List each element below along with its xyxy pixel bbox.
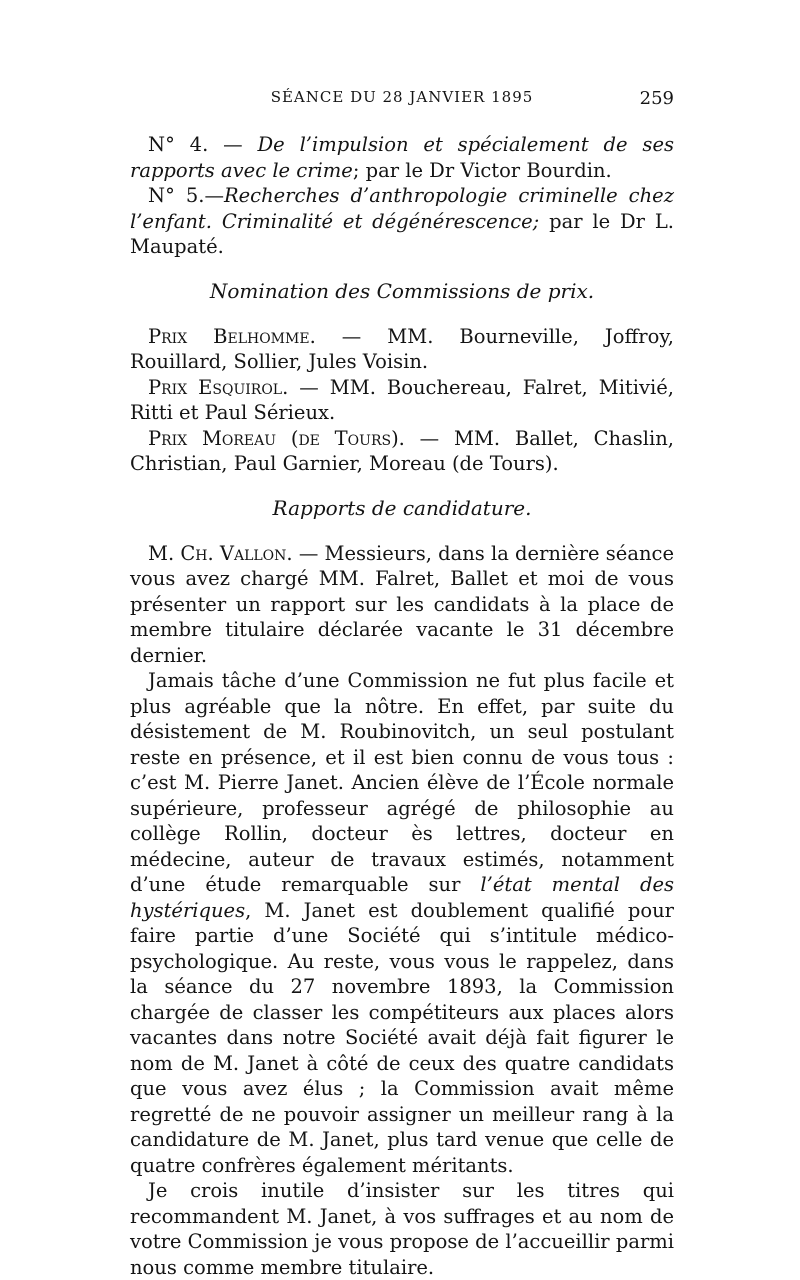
prize-name: Prix Belhomme. — [148, 324, 316, 348]
thesis-5: N° 5.—Recherches d’anthropologie criminelle chez l’enfant. Criminalité et dégénérescence; par le Dr L. Maupaté. — [130, 184, 675, 258]
paragraph-text: , M. Janet est doublement qualifié pour faire partie d’une Société qui s’intitule médico-psychologique. Au reste, vous vous le rappelez, dans la séance du 27 novembre 1893, la Commission chargée de classer les compétiteurs aux places alors vacantes dans notre Société avait déjà fait figurer le nom de M. Janet à côté de ceux des quatre candidats que vous avez élus ; la Commission avait même regretté de ne pouvoir assigner un meilleur rang à la candidature de M. Janet, plus tard venue que celle de quatre confrères également méritants. — [130, 898, 674, 1177]
paragraph-text: Jamais tâche d’une Commission ne fut plus facile et plus agréable que la nôtre. En effet, par suite du désistement de M. Roubinovitch, un seul postulant reste en présence, et il est bien connu de vous tous : c’est M. Pierre Janet. Ancien élève de l’École normale supérieure, professeur agrégé de philosophie au collège Rollin, docteur ès lettres, docteur en médecine, auteur de travaux estimés, notamment d’une étude remarquable sur — [130, 669, 674, 896]
running-header — [130, 88, 674, 118]
prize-members: — MM. Ballet, Chaslin, Christian, Paul Garnier, Moreau (de Tours). — [130, 426, 674, 475]
paragraph-text: Je crois inutile d’insister sur les titres qui recommandent M. Janet, à vos suffrages et au nom de votre Commission je vous propose de l’accueillir parmi nous comme membre titulaire. — [130, 1179, 674, 1279]
thesis-title: De l’impulsion et spécialement de ses rapports avec le crime — [130, 133, 674, 182]
prize-members: — MM. Bouchereau, Falret, Mitivié, Ritti et Paul Sérieux. — [130, 375, 674, 424]
thesis-4: N° 4. — De l’impulsion et spécialement de ses rapports avec le crime; par le Dr Victor Bourdin. — [130, 133, 674, 182]
section-heading-rapports: Rapports de candidature. — [272, 495, 532, 520]
report-paragraph-1 — [130, 541, 674, 669]
paragraph-text: — Messieurs, dans la dernière séance vous avez chargé MM. Falret, Ballet et moi de vous présenter un rapport sur les candidats à la place de membre titulaire déclarée vacante le 31 décembre dernier. — [130, 541, 674, 667]
prize-name: Prix Moreau (de Tours). — [148, 426, 405, 450]
thesis-author: par le Dr L. Maupaté. — [130, 209, 675, 258]
prize-name: Prix Esquirol. — [148, 375, 289, 399]
prize-esquirol — [130, 375, 674, 426]
book-title: l’état mental des hystériques — [130, 873, 674, 922]
prize-belhomme — [130, 324, 674, 375]
thesis-number: N° 5. — [148, 184, 205, 207]
prize-moreau — [130, 426, 674, 477]
thesis-number: N° 4. — [148, 133, 209, 156]
section-heading-nomination: Nomination des Commissions de prix. — [209, 278, 595, 303]
document-page — [130, 88, 674, 1280]
running-title: SÉANCE DU 28 JANVIER 1895 — [270, 88, 534, 106]
speaker-name: M. Ch. Vallon. — [148, 541, 293, 565]
report-paragraph-3 — [130, 1178, 674, 1280]
prize-members: — MM. Bourneville, Joffroy, Rouillard, Sollier, Jules Voisin. — [130, 324, 674, 373]
thesis-title: Recherches d’anthropologie criminelle chez l’enfant. Criminalité et dégénérescence; — [130, 184, 674, 233]
page-number: 259 — [639, 88, 674, 109]
report-paragraph-2 — [130, 668, 674, 1178]
thesis-author: ; par le Dr Victor Bourdin. — [352, 158, 612, 182]
